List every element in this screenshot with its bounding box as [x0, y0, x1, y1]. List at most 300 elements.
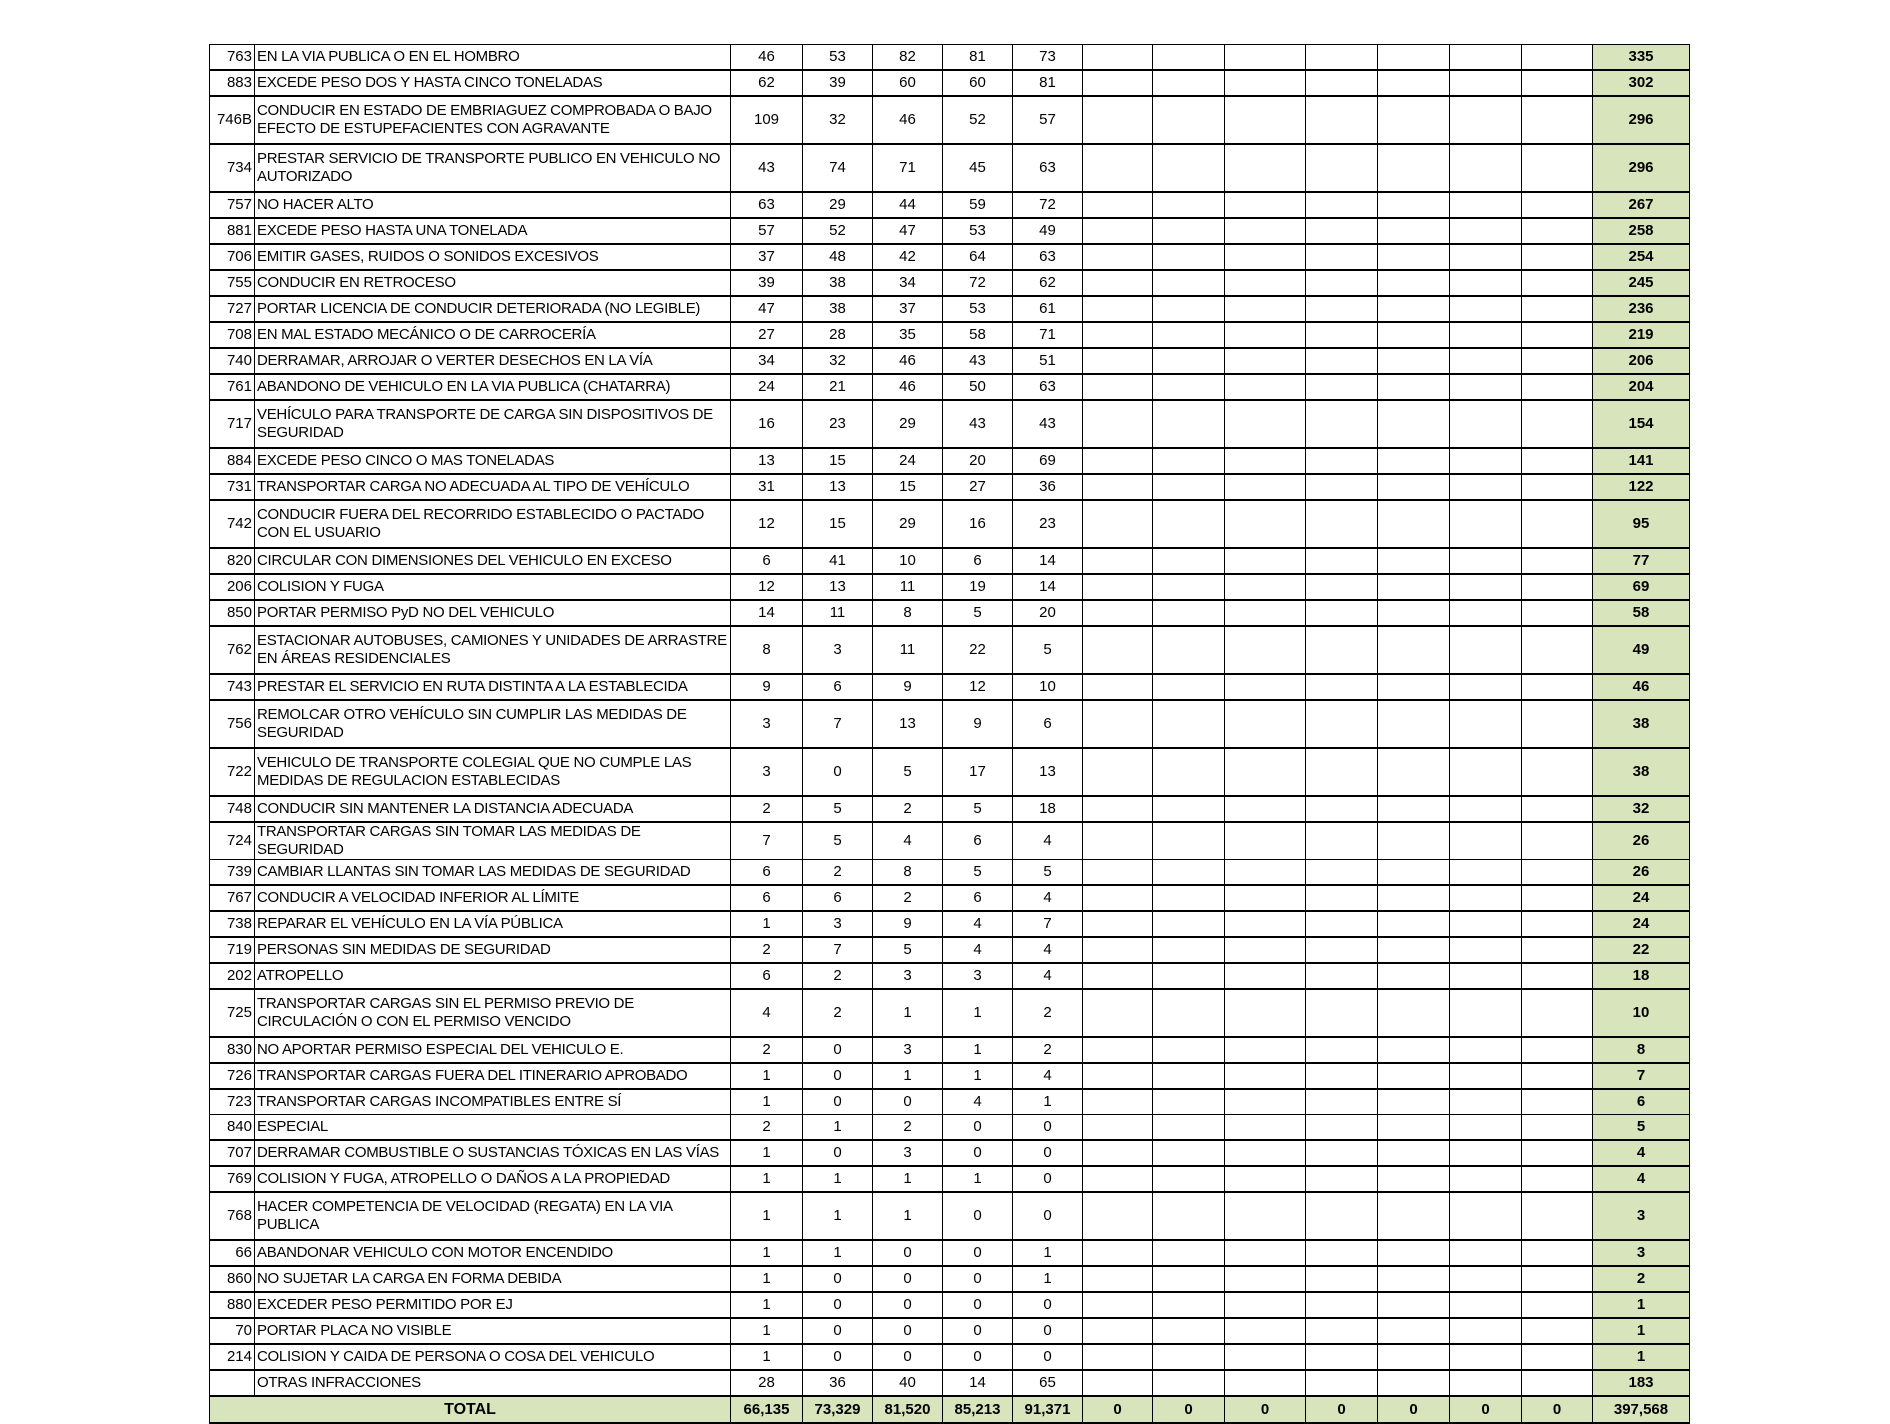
empty-period-cell — [1225, 937, 1306, 963]
infraction-code: 734 — [210, 144, 255, 192]
empty-period-cell — [1083, 400, 1153, 448]
empty-period-cell — [1153, 1266, 1225, 1292]
empty-period-cell — [1225, 1063, 1306, 1089]
empty-period-cell — [1306, 144, 1378, 192]
empty-period-cell — [1083, 748, 1153, 796]
empty-period-cell — [1306, 270, 1378, 296]
empty-period-cell — [1083, 1370, 1153, 1396]
period-count-cell: 3 — [873, 1037, 943, 1063]
empty-period-cell — [1378, 1063, 1450, 1089]
row-total-cell: 46 — [1593, 674, 1690, 700]
period-count-cell: 72 — [1013, 192, 1083, 218]
table-row — [210, 322, 1690, 348]
empty-period-cell — [1153, 45, 1225, 71]
table-row — [210, 270, 1690, 296]
grand-total-period-cell: 81,520 — [873, 1396, 943, 1423]
empty-period-cell — [1225, 1344, 1306, 1370]
row-total-cell: 5 — [1593, 1115, 1690, 1141]
row-total-cell: 296 — [1593, 96, 1690, 144]
infraction-code: 742 — [210, 500, 255, 548]
empty-period-cell — [1522, 748, 1593, 796]
empty-period-cell — [1225, 600, 1306, 626]
empty-period-cell — [1378, 574, 1450, 600]
empty-period-cell — [1153, 270, 1225, 296]
grand-total-period-cell: 73,329 — [803, 1396, 873, 1423]
period-count-cell: 0 — [943, 1140, 1013, 1166]
empty-period-cell — [1225, 45, 1306, 71]
period-count-cell: 0 — [803, 1089, 873, 1115]
empty-period-cell — [1225, 1318, 1306, 1344]
period-count-cell: 13 — [803, 474, 873, 500]
period-count-cell: 0 — [803, 1037, 873, 1063]
row-total-cell: 296 — [1593, 144, 1690, 192]
period-count-cell: 4 — [1013, 963, 1083, 989]
empty-period-cell — [1450, 1240, 1522, 1266]
table-row — [210, 1192, 1690, 1240]
period-count-cell: 1 — [943, 989, 1013, 1037]
empty-period-cell — [1225, 374, 1306, 400]
empty-period-cell — [1522, 1292, 1593, 1318]
empty-period-cell — [1306, 322, 1378, 348]
empty-period-cell — [1153, 1115, 1225, 1141]
period-count-cell: 12 — [943, 674, 1013, 700]
empty-period-cell — [1450, 1318, 1522, 1344]
period-count-cell: 53 — [943, 296, 1013, 322]
empty-period-cell — [1522, 192, 1593, 218]
grand-total-period-cell: 0 — [1153, 1396, 1225, 1423]
period-count-cell: 0 — [803, 748, 873, 796]
period-count-cell: 1 — [873, 1192, 943, 1240]
period-count-cell: 0 — [1013, 1192, 1083, 1240]
empty-period-cell — [1450, 700, 1522, 748]
empty-period-cell — [1378, 244, 1450, 270]
empty-period-cell — [1225, 1166, 1306, 1192]
empty-period-cell — [1306, 70, 1378, 96]
period-count-cell: 5 — [1013, 626, 1083, 674]
empty-period-cell — [1306, 474, 1378, 500]
empty-period-cell — [1522, 448, 1593, 474]
period-count-cell: 53 — [943, 218, 1013, 244]
period-count-cell: 29 — [873, 500, 943, 548]
table-row — [210, 626, 1690, 674]
empty-period-cell — [1153, 600, 1225, 626]
empty-period-cell — [1225, 1140, 1306, 1166]
period-count-cell: 0 — [943, 1266, 1013, 1292]
infraction-description: PORTAR LICENCIA DE CONDUCIR DETERIORADA (NO LEGIBLE) — [255, 296, 731, 322]
period-count-cell: 0 — [803, 1344, 873, 1370]
infraction-description: COLISION Y FUGA — [255, 574, 731, 600]
infraction-code: 880 — [210, 1292, 255, 1318]
infraction-description: ESTACIONAR AUTOBUSES, CAMIONES Y UNIDADES DE ARRASTRE EN ÁREAS RESIDENCIALES — [255, 626, 731, 674]
period-count-cell: 0 — [873, 1266, 943, 1292]
empty-period-cell — [1306, 674, 1378, 700]
table-row — [210, 70, 1690, 96]
empty-period-cell — [1450, 574, 1522, 600]
empty-period-cell — [1522, 822, 1593, 860]
period-count-cell: 0 — [1013, 1166, 1083, 1192]
period-count-cell: 0 — [943, 1292, 1013, 1318]
empty-period-cell — [1153, 1037, 1225, 1063]
infraction-code: 748 — [210, 796, 255, 822]
infraction-description: EXCEDE PESO CINCO O MAS TONELADAS — [255, 448, 731, 474]
infraction-description: CONDUCIR FUERA DEL RECORRIDO ESTABLECIDO O PACTADO CON EL USUARIO — [255, 500, 731, 548]
empty-period-cell — [1378, 270, 1450, 296]
table-row — [210, 448, 1690, 474]
empty-period-cell — [1306, 963, 1378, 989]
empty-period-cell — [1522, 1063, 1593, 1089]
empty-period-cell — [1083, 244, 1153, 270]
empty-period-cell — [1522, 1089, 1593, 1115]
period-count-cell: 71 — [1013, 322, 1083, 348]
grand-total-period-cell: 0 — [1522, 1396, 1593, 1423]
empty-period-cell — [1450, 1063, 1522, 1089]
empty-period-cell — [1522, 374, 1593, 400]
period-count-cell: 2 — [1013, 1037, 1083, 1063]
infraction-description: PORTAR PLACA NO VISIBLE — [255, 1318, 731, 1344]
infraction-description: NO SUJETAR LA CARGA EN FORMA DEBIDA — [255, 1266, 731, 1292]
empty-period-cell — [1522, 1240, 1593, 1266]
period-count-cell: 61 — [1013, 296, 1083, 322]
empty-period-cell — [1306, 911, 1378, 937]
period-count-cell: 81 — [1013, 70, 1083, 96]
infraction-description: PRESTAR EL SERVICIO EN RUTA DISTINTA A LA ESTABLECIDA — [255, 674, 731, 700]
empty-period-cell — [1378, 989, 1450, 1037]
empty-period-cell — [1306, 218, 1378, 244]
infraction-code: 743 — [210, 674, 255, 700]
empty-period-cell — [1225, 1240, 1306, 1266]
infraction-description: EN MAL ESTADO MECÁNICO O DE CARROCERÍA — [255, 322, 731, 348]
empty-period-cell — [1083, 1266, 1153, 1292]
empty-period-cell — [1450, 1344, 1522, 1370]
empty-period-cell — [1153, 1089, 1225, 1115]
row-total-cell: 10 — [1593, 989, 1690, 1037]
empty-period-cell — [1306, 1292, 1378, 1318]
empty-period-cell — [1378, 1115, 1450, 1141]
empty-period-cell — [1522, 270, 1593, 296]
period-count-cell: 0 — [1013, 1318, 1083, 1344]
empty-period-cell — [1378, 400, 1450, 448]
row-total-cell: 49 — [1593, 626, 1690, 674]
empty-period-cell — [1450, 1115, 1522, 1141]
period-count-cell: 3 — [731, 700, 803, 748]
empty-period-cell — [1225, 885, 1306, 911]
infraction-code: 756 — [210, 700, 255, 748]
infraction-code: 881 — [210, 218, 255, 244]
infraction-description: DERRAMAR, ARROJAR O VERTER DESECHOS EN LA VÍA — [255, 348, 731, 374]
table-row — [210, 548, 1690, 574]
row-total-cell: 3 — [1593, 1192, 1690, 1240]
infraction-code: 717 — [210, 400, 255, 448]
row-total-cell: 69 — [1593, 574, 1690, 600]
period-count-cell: 11 — [873, 574, 943, 600]
period-count-cell: 71 — [873, 144, 943, 192]
table-row — [210, 574, 1690, 600]
empty-period-cell — [1083, 1140, 1153, 1166]
period-count-cell: 13 — [731, 448, 803, 474]
empty-period-cell — [1378, 1266, 1450, 1292]
table-row — [210, 400, 1690, 448]
empty-period-cell — [1378, 1344, 1450, 1370]
period-count-cell: 40 — [873, 1370, 943, 1396]
empty-period-cell — [1522, 548, 1593, 574]
empty-period-cell — [1450, 860, 1522, 886]
empty-period-cell — [1522, 1370, 1593, 1396]
empty-period-cell — [1306, 1192, 1378, 1240]
empty-period-cell — [1306, 574, 1378, 600]
period-count-cell: 72 — [943, 270, 1013, 296]
infraction-code: 860 — [210, 1266, 255, 1292]
empty-period-cell — [1306, 45, 1378, 71]
period-count-cell: 24 — [873, 448, 943, 474]
infraction-description: NO HACER ALTO — [255, 192, 731, 218]
table-row — [210, 474, 1690, 500]
empty-period-cell — [1522, 1318, 1593, 1344]
period-count-cell: 24 — [731, 374, 803, 400]
empty-period-cell — [1083, 911, 1153, 937]
empty-period-cell — [1450, 96, 1522, 144]
period-count-cell: 64 — [943, 244, 1013, 270]
table-row — [210, 1089, 1690, 1115]
infraction-description: CONDUCIR SIN MANTENER LA DISTANCIA ADECUADA — [255, 796, 731, 822]
empty-period-cell — [1083, 937, 1153, 963]
infraction-code: 202 — [210, 963, 255, 989]
period-count-cell: 4 — [943, 937, 1013, 963]
period-count-cell: 48 — [803, 244, 873, 270]
empty-period-cell — [1225, 144, 1306, 192]
empty-period-cell — [1306, 192, 1378, 218]
period-count-cell: 1 — [943, 1166, 1013, 1192]
empty-period-cell — [1225, 574, 1306, 600]
empty-period-cell — [1153, 860, 1225, 886]
period-count-cell: 2 — [731, 796, 803, 822]
period-count-cell: 6 — [1013, 700, 1083, 748]
period-count-cell: 6 — [943, 822, 1013, 860]
infraction-description: REPARAR EL VEHÍCULO EN LA VÍA PÚBLICA — [255, 911, 731, 937]
empty-period-cell — [1378, 885, 1450, 911]
infraction-description: CIRCULAR CON DIMENSIONES DEL VEHICULO EN EXCESO — [255, 548, 731, 574]
empty-period-cell — [1083, 322, 1153, 348]
empty-period-cell — [1450, 1266, 1522, 1292]
row-total-cell: 154 — [1593, 400, 1690, 448]
empty-period-cell — [1306, 1344, 1378, 1370]
empty-period-cell — [1083, 1089, 1153, 1115]
period-count-cell: 2 — [803, 860, 873, 886]
infraction-description: ESPECIAL — [255, 1115, 731, 1141]
empty-period-cell — [1153, 296, 1225, 322]
infraction-code: 850 — [210, 600, 255, 626]
infraction-code: 707 — [210, 1140, 255, 1166]
period-count-cell: 2 — [731, 937, 803, 963]
infraction-description: PERSONAS SIN MEDIDAS DE SEGURIDAD — [255, 937, 731, 963]
empty-period-cell — [1306, 1089, 1378, 1115]
empty-period-cell — [1225, 448, 1306, 474]
period-count-cell: 1 — [803, 1115, 873, 1141]
row-total-cell: 1 — [1593, 1292, 1690, 1318]
table-row — [210, 296, 1690, 322]
period-count-cell: 4 — [1013, 822, 1083, 860]
period-count-cell: 60 — [943, 70, 1013, 96]
empty-period-cell — [1083, 885, 1153, 911]
infraction-description: EN LA VIA PUBLICA O EN EL HOMBRO — [255, 45, 731, 71]
period-count-cell: 19 — [943, 574, 1013, 600]
empty-period-cell — [1378, 1140, 1450, 1166]
table-row — [210, 600, 1690, 626]
row-total-cell: 4 — [1593, 1166, 1690, 1192]
empty-period-cell — [1378, 796, 1450, 822]
table-row — [210, 374, 1690, 400]
period-count-cell: 4 — [1013, 937, 1083, 963]
empty-period-cell — [1522, 1115, 1593, 1141]
empty-period-cell — [1378, 96, 1450, 144]
empty-period-cell — [1522, 218, 1593, 244]
empty-period-cell — [1522, 885, 1593, 911]
period-count-cell: 4 — [943, 1089, 1013, 1115]
empty-period-cell — [1083, 448, 1153, 474]
period-count-cell: 9 — [943, 700, 1013, 748]
empty-period-cell — [1450, 822, 1522, 860]
period-count-cell: 109 — [731, 96, 803, 144]
period-count-cell: 34 — [873, 270, 943, 296]
empty-period-cell — [1153, 70, 1225, 96]
period-count-cell: 37 — [873, 296, 943, 322]
period-count-cell: 0 — [803, 1063, 873, 1089]
empty-period-cell — [1306, 500, 1378, 548]
period-count-cell: 10 — [873, 548, 943, 574]
empty-period-cell — [1522, 400, 1593, 448]
empty-period-cell — [1153, 144, 1225, 192]
period-count-cell: 21 — [803, 374, 873, 400]
infraction-description: NO APORTAR PERMISO ESPECIAL DEL VEHICULO E. — [255, 1037, 731, 1063]
period-count-cell: 12 — [731, 500, 803, 548]
empty-period-cell — [1153, 937, 1225, 963]
empty-period-cell — [1522, 500, 1593, 548]
period-count-cell: 3 — [803, 911, 873, 937]
infraction-description: EMITIR GASES, RUIDOS O SONIDOS EXCESIVOS — [255, 244, 731, 270]
empty-period-cell — [1153, 1292, 1225, 1318]
row-total-cell: 38 — [1593, 748, 1690, 796]
empty-period-cell — [1083, 144, 1153, 192]
period-count-cell: 46 — [731, 45, 803, 71]
empty-period-cell — [1153, 796, 1225, 822]
period-count-cell: 36 — [1013, 474, 1083, 500]
infraction-description: ABANDONO DE VEHICULO EN LA VIA PUBLICA (CHATARRA) — [255, 374, 731, 400]
empty-period-cell — [1225, 400, 1306, 448]
period-count-cell: 2 — [873, 885, 943, 911]
empty-period-cell — [1522, 574, 1593, 600]
empty-period-cell — [1378, 700, 1450, 748]
period-count-cell: 6 — [731, 548, 803, 574]
empty-period-cell — [1153, 448, 1225, 474]
period-count-cell: 0 — [803, 1318, 873, 1344]
empty-period-cell — [1450, 45, 1522, 71]
infraction-description: COLISION Y CAIDA DE PERSONA O COSA DEL VEHICULO — [255, 1344, 731, 1370]
table-row — [210, 244, 1690, 270]
period-count-cell: 0 — [1013, 1115, 1083, 1141]
empty-period-cell — [1378, 296, 1450, 322]
infraction-code: 214 — [210, 1344, 255, 1370]
empty-period-cell — [1450, 989, 1522, 1037]
empty-period-cell — [1378, 1037, 1450, 1063]
period-count-cell: 14 — [1013, 548, 1083, 574]
period-count-cell: 1 — [943, 1063, 1013, 1089]
empty-period-cell — [1153, 1318, 1225, 1344]
table-row — [210, 1037, 1690, 1063]
infraction-code: 708 — [210, 322, 255, 348]
infraction-description: PORTAR PERMISO PyD NO DEL VEHICULO — [255, 600, 731, 626]
period-count-cell: 34 — [731, 348, 803, 374]
period-count-cell: 53 — [803, 45, 873, 71]
empty-period-cell — [1522, 860, 1593, 886]
infraction-code — [210, 1370, 255, 1396]
empty-period-cell — [1083, 1037, 1153, 1063]
empty-period-cell — [1306, 885, 1378, 911]
table-row — [210, 700, 1690, 748]
empty-period-cell — [1450, 1192, 1522, 1240]
period-count-cell: 0 — [1013, 1344, 1083, 1370]
empty-period-cell — [1083, 1115, 1153, 1141]
empty-period-cell — [1083, 796, 1153, 822]
empty-period-cell — [1378, 1192, 1450, 1240]
empty-period-cell — [1225, 860, 1306, 886]
row-total-cell: 183 — [1593, 1370, 1690, 1396]
period-count-cell: 52 — [803, 218, 873, 244]
empty-period-cell — [1153, 348, 1225, 374]
period-count-cell: 1 — [1013, 1089, 1083, 1115]
empty-period-cell — [1378, 911, 1450, 937]
period-count-cell: 13 — [873, 700, 943, 748]
row-total-cell: 26 — [1593, 860, 1690, 886]
period-count-cell: 28 — [803, 322, 873, 348]
empty-period-cell — [1153, 400, 1225, 448]
period-count-cell: 8 — [873, 600, 943, 626]
empty-period-cell — [1153, 1370, 1225, 1396]
row-total-cell: 219 — [1593, 322, 1690, 348]
table-row — [210, 218, 1690, 244]
infraction-code: 739 — [210, 860, 255, 886]
period-count-cell: 0 — [873, 1240, 943, 1266]
period-count-cell: 1 — [731, 1166, 803, 1192]
table-row — [210, 144, 1690, 192]
grand-total-period-cell: 66,135 — [731, 1396, 803, 1423]
period-count-cell: 6 — [731, 963, 803, 989]
period-count-cell: 18 — [1013, 796, 1083, 822]
period-count-cell: 81 — [943, 45, 1013, 71]
empty-period-cell — [1083, 674, 1153, 700]
table-row — [210, 1292, 1690, 1318]
empty-period-cell — [1450, 322, 1522, 348]
grand-total-period-cell: 0 — [1378, 1396, 1450, 1423]
empty-period-cell — [1306, 600, 1378, 626]
grand-total-period-cell: 0 — [1450, 1396, 1522, 1423]
empty-period-cell — [1378, 1240, 1450, 1266]
empty-period-cell — [1450, 400, 1522, 448]
infraction-code: 727 — [210, 296, 255, 322]
empty-period-cell — [1522, 626, 1593, 674]
empty-period-cell — [1450, 748, 1522, 796]
empty-period-cell — [1225, 1037, 1306, 1063]
table-row — [210, 1266, 1690, 1292]
grand-total-period-cell: 0 — [1083, 1396, 1153, 1423]
empty-period-cell — [1522, 1344, 1593, 1370]
table-row — [210, 192, 1690, 218]
period-count-cell: 63 — [1013, 144, 1083, 192]
period-count-cell: 52 — [943, 96, 1013, 144]
table-row — [210, 989, 1690, 1037]
empty-period-cell — [1225, 911, 1306, 937]
infraction-code: 66 — [210, 1240, 255, 1266]
infraction-code: 723 — [210, 1089, 255, 1115]
empty-period-cell — [1083, 860, 1153, 886]
